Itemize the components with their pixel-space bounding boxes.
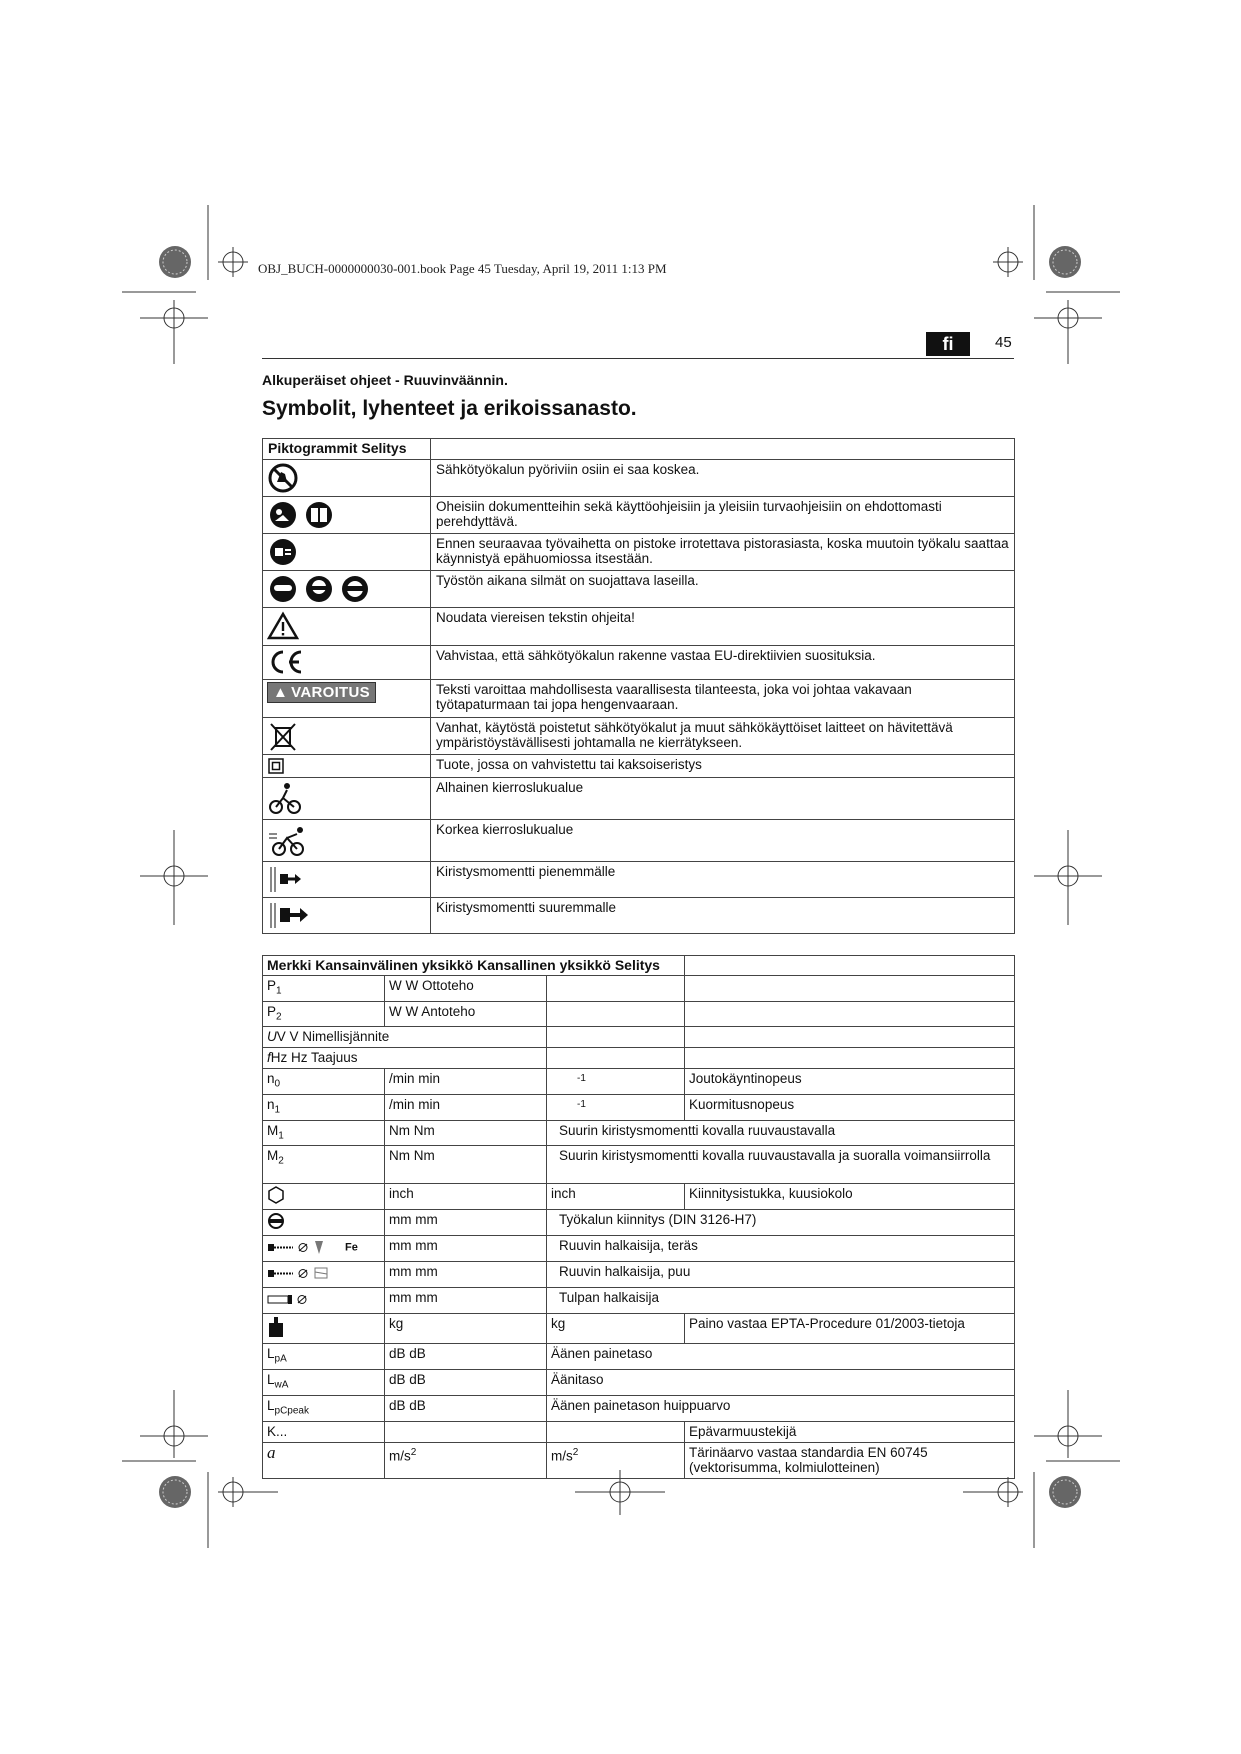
symbol-m2: $M_2$	[263, 1146, 385, 1184]
unit-cell: dB dB	[385, 1344, 547, 1370]
symbol-f: fHz Hz Taajuus	[263, 1048, 547, 1069]
symbol-lpcpeak: $L_{pCpeak}$	[263, 1395, 385, 1421]
unit-cell: kg	[547, 1314, 685, 1344]
symbol-n0: $n_0$	[263, 1069, 385, 1095]
pictogram-text-11: Korkea kierroslukualue	[431, 820, 1015, 862]
pictogram-text-8: Vanhat, käytöstä poistetut sähkötyökalut ja muut sähkökäyttöiset laitteet on hävitettävä ympäristöystävällisesti johtamalla ne kierrätykseen.	[431, 718, 1015, 755]
eye-protection-icon	[267, 573, 373, 605]
steel-label: Fe	[345, 1242, 358, 1254]
pictogram-text-2: Oheisiin dokumentteihin sekä käyttöohjeisiin ja yleisiin turvaohjeisiin on ehdottomasti perehdyttävä.	[431, 497, 1015, 534]
unit-description: Tärinäarvo vastaa standardia EN 60745 (vektorisumma, kolmiulotteinen)	[685, 1442, 1015, 1478]
unit-cell: mm mm	[385, 1236, 547, 1262]
unit-description: Äänitaso	[547, 1370, 1015, 1396]
symbol-p2: $P_2$	[263, 1001, 385, 1027]
pictogram-text-3: Ennen seuraavaa työvaihetta on pistoke irrotettava pistorasiasta, koska muutoin työkalu saattaa käynnistyä epähuomiossa itsestään.	[431, 534, 1015, 571]
unit-cell: /min min	[385, 1069, 547, 1095]
unit-cell: mm mm	[385, 1262, 547, 1288]
book-header-line: OBJ_BUCH-0000000030-001.book Page 45 Tuesday, April 19, 2011 1:13 PM	[258, 261, 667, 276]
units-table-header: Merkki Kansainvälinen yksikkö Kansallinen yksikkö Selitys	[263, 956, 685, 976]
unit-cell: $m/s^2$	[547, 1442, 685, 1478]
symbol-m1: $M_1$	[263, 1120, 385, 1146]
unit-exponent: -1	[547, 1069, 685, 1095]
unit-description: Paino vastaa EPTA-Procedure 01/2003-tietoja	[685, 1314, 1015, 1344]
unplug-icon	[267, 536, 299, 568]
pictogram-text-7: Teksti varoittaa mahdollisesta vaarallisesta tilanteesta, joka voi johtaa vakavaan työtapaturmaan tai jopa hengenvaaraan.	[431, 680, 1015, 718]
double-insulation-icon	[267, 757, 285, 775]
section-subtitle: Alkuperäiset ohjeet - Ruuvinväännin.	[262, 372, 508, 388]
hex-socket-icon	[267, 1186, 285, 1204]
symbol-lpa: $L_{pA}$	[263, 1344, 385, 1370]
symbol-lwa: $L_{wA}$	[263, 1370, 385, 1396]
language-badge: fi	[926, 332, 970, 356]
weight-icon	[267, 1316, 285, 1338]
page-title: Symbolit, lyhenteet ja erikoissanasto.	[262, 397, 637, 420]
screw-steel-icon	[267, 1238, 345, 1256]
unit-cell: Nm Nm	[385, 1120, 547, 1146]
unit-description: Tulpan halkaisija	[547, 1288, 1015, 1314]
unit-cell: dB dB	[385, 1370, 547, 1396]
header-rule	[262, 358, 1014, 359]
pictogram-text-6: Vahvistaa, että sähkötyökalun rakenne vastaa EU-direktiivien suosituksia.	[431, 646, 1015, 680]
unit-cell: kg	[385, 1314, 547, 1344]
unit-description: Suurin kiristysmomentti kovalla ruuvaustavalla ja suoralla voimansiirrolla	[547, 1146, 1015, 1184]
read-manual-icon	[267, 499, 337, 531]
symbol-k: K...	[263, 1421, 385, 1442]
pictogram-text-12: Kiristysmomentti pienemmälle	[431, 862, 1015, 898]
unit-description: Äänen painetason huippuarvo	[547, 1395, 1015, 1421]
unit-description: Ruuvin halkaisija, puu	[547, 1262, 1015, 1288]
unit-cell: mm mm	[385, 1288, 547, 1314]
unit-description: Suurin kiristysmomentti kovalla ruuvaustavalla	[547, 1120, 1015, 1146]
unit-description: Äänen painetaso	[547, 1344, 1015, 1370]
warning-triangle-icon	[267, 610, 299, 642]
ce-mark-icon	[267, 648, 307, 676]
unit-cell: dB dB	[385, 1395, 547, 1421]
units-table	[262, 955, 1015, 1479]
unit-description: Kiinnitysistukka, kuusiokolo	[685, 1184, 1015, 1210]
crossed-bin-icon	[267, 720, 299, 752]
pictogram-table	[262, 438, 1015, 934]
symbol-p1: $P_1$	[263, 976, 385, 1002]
warning-badge-icon: ▲ VAROITUS	[267, 682, 376, 703]
dowel-icon	[267, 1290, 311, 1308]
unit-cell: inch	[547, 1184, 685, 1210]
unit-cell: mm mm	[385, 1210, 547, 1236]
warning-badge-label: VAROITUS	[291, 684, 370, 701]
pictogram-text-9: Tuote, jossa on vahvistettu tai kaksoiseristys	[431, 755, 1015, 778]
pictogram-text-10: Alhainen kierroslukualue	[431, 778, 1015, 820]
torque-low-icon	[267, 864, 303, 894]
symbol-a: a	[263, 1442, 385, 1478]
pictogram-text-13: Kiristysmomentti suuremmalle	[431, 898, 1015, 934]
unit-description: Työkalun kiinnitys (DIN 3126-H7)	[547, 1210, 1015, 1236]
tool-holder-icon	[267, 1212, 285, 1230]
slow-cyclist-icon	[267, 780, 303, 816]
symbol-u: UV V Nimellisjännite	[263, 1027, 547, 1048]
pictogram-table-header: Piktogrammit Selitys	[263, 439, 431, 460]
unit-cell: W W Ottoteho	[385, 976, 547, 1002]
unit-cell: /min min	[385, 1095, 547, 1121]
unit-description: Kuormitusnopeus	[685, 1095, 1015, 1121]
unit-description: Joutokäyntinopeus	[685, 1069, 1015, 1095]
unit-cell: $m/s^2$	[385, 1442, 547, 1478]
unit-description: Ruuvin halkaisija, teräs	[547, 1236, 1015, 1262]
screw-wood-icon	[267, 1264, 337, 1282]
torque-high-icon	[267, 900, 309, 930]
pictogram-text-1: Sähkötyökalun pyöriviin osiin ei saa koskea.	[431, 460, 1015, 497]
page-number: 45	[995, 334, 1012, 351]
unit-cell: inch	[385, 1184, 547, 1210]
pictogram-text-5: Noudata viereisen tekstin ohjeita!	[431, 608, 1015, 646]
no-touch-icon	[267, 462, 299, 494]
unit-description: Epävarmuustekijä	[685, 1421, 1015, 1442]
fast-cyclist-icon	[267, 822, 307, 858]
unit-cell: W W Antoteho	[385, 1001, 547, 1027]
symbol-n1: $n_1$	[263, 1095, 385, 1121]
pictogram-text-4: Työstön aikana silmät on suojattava laseilla.	[431, 571, 1015, 608]
unit-cell: Nm Nm	[385, 1146, 547, 1184]
unit-exponent: -1	[547, 1095, 685, 1121]
